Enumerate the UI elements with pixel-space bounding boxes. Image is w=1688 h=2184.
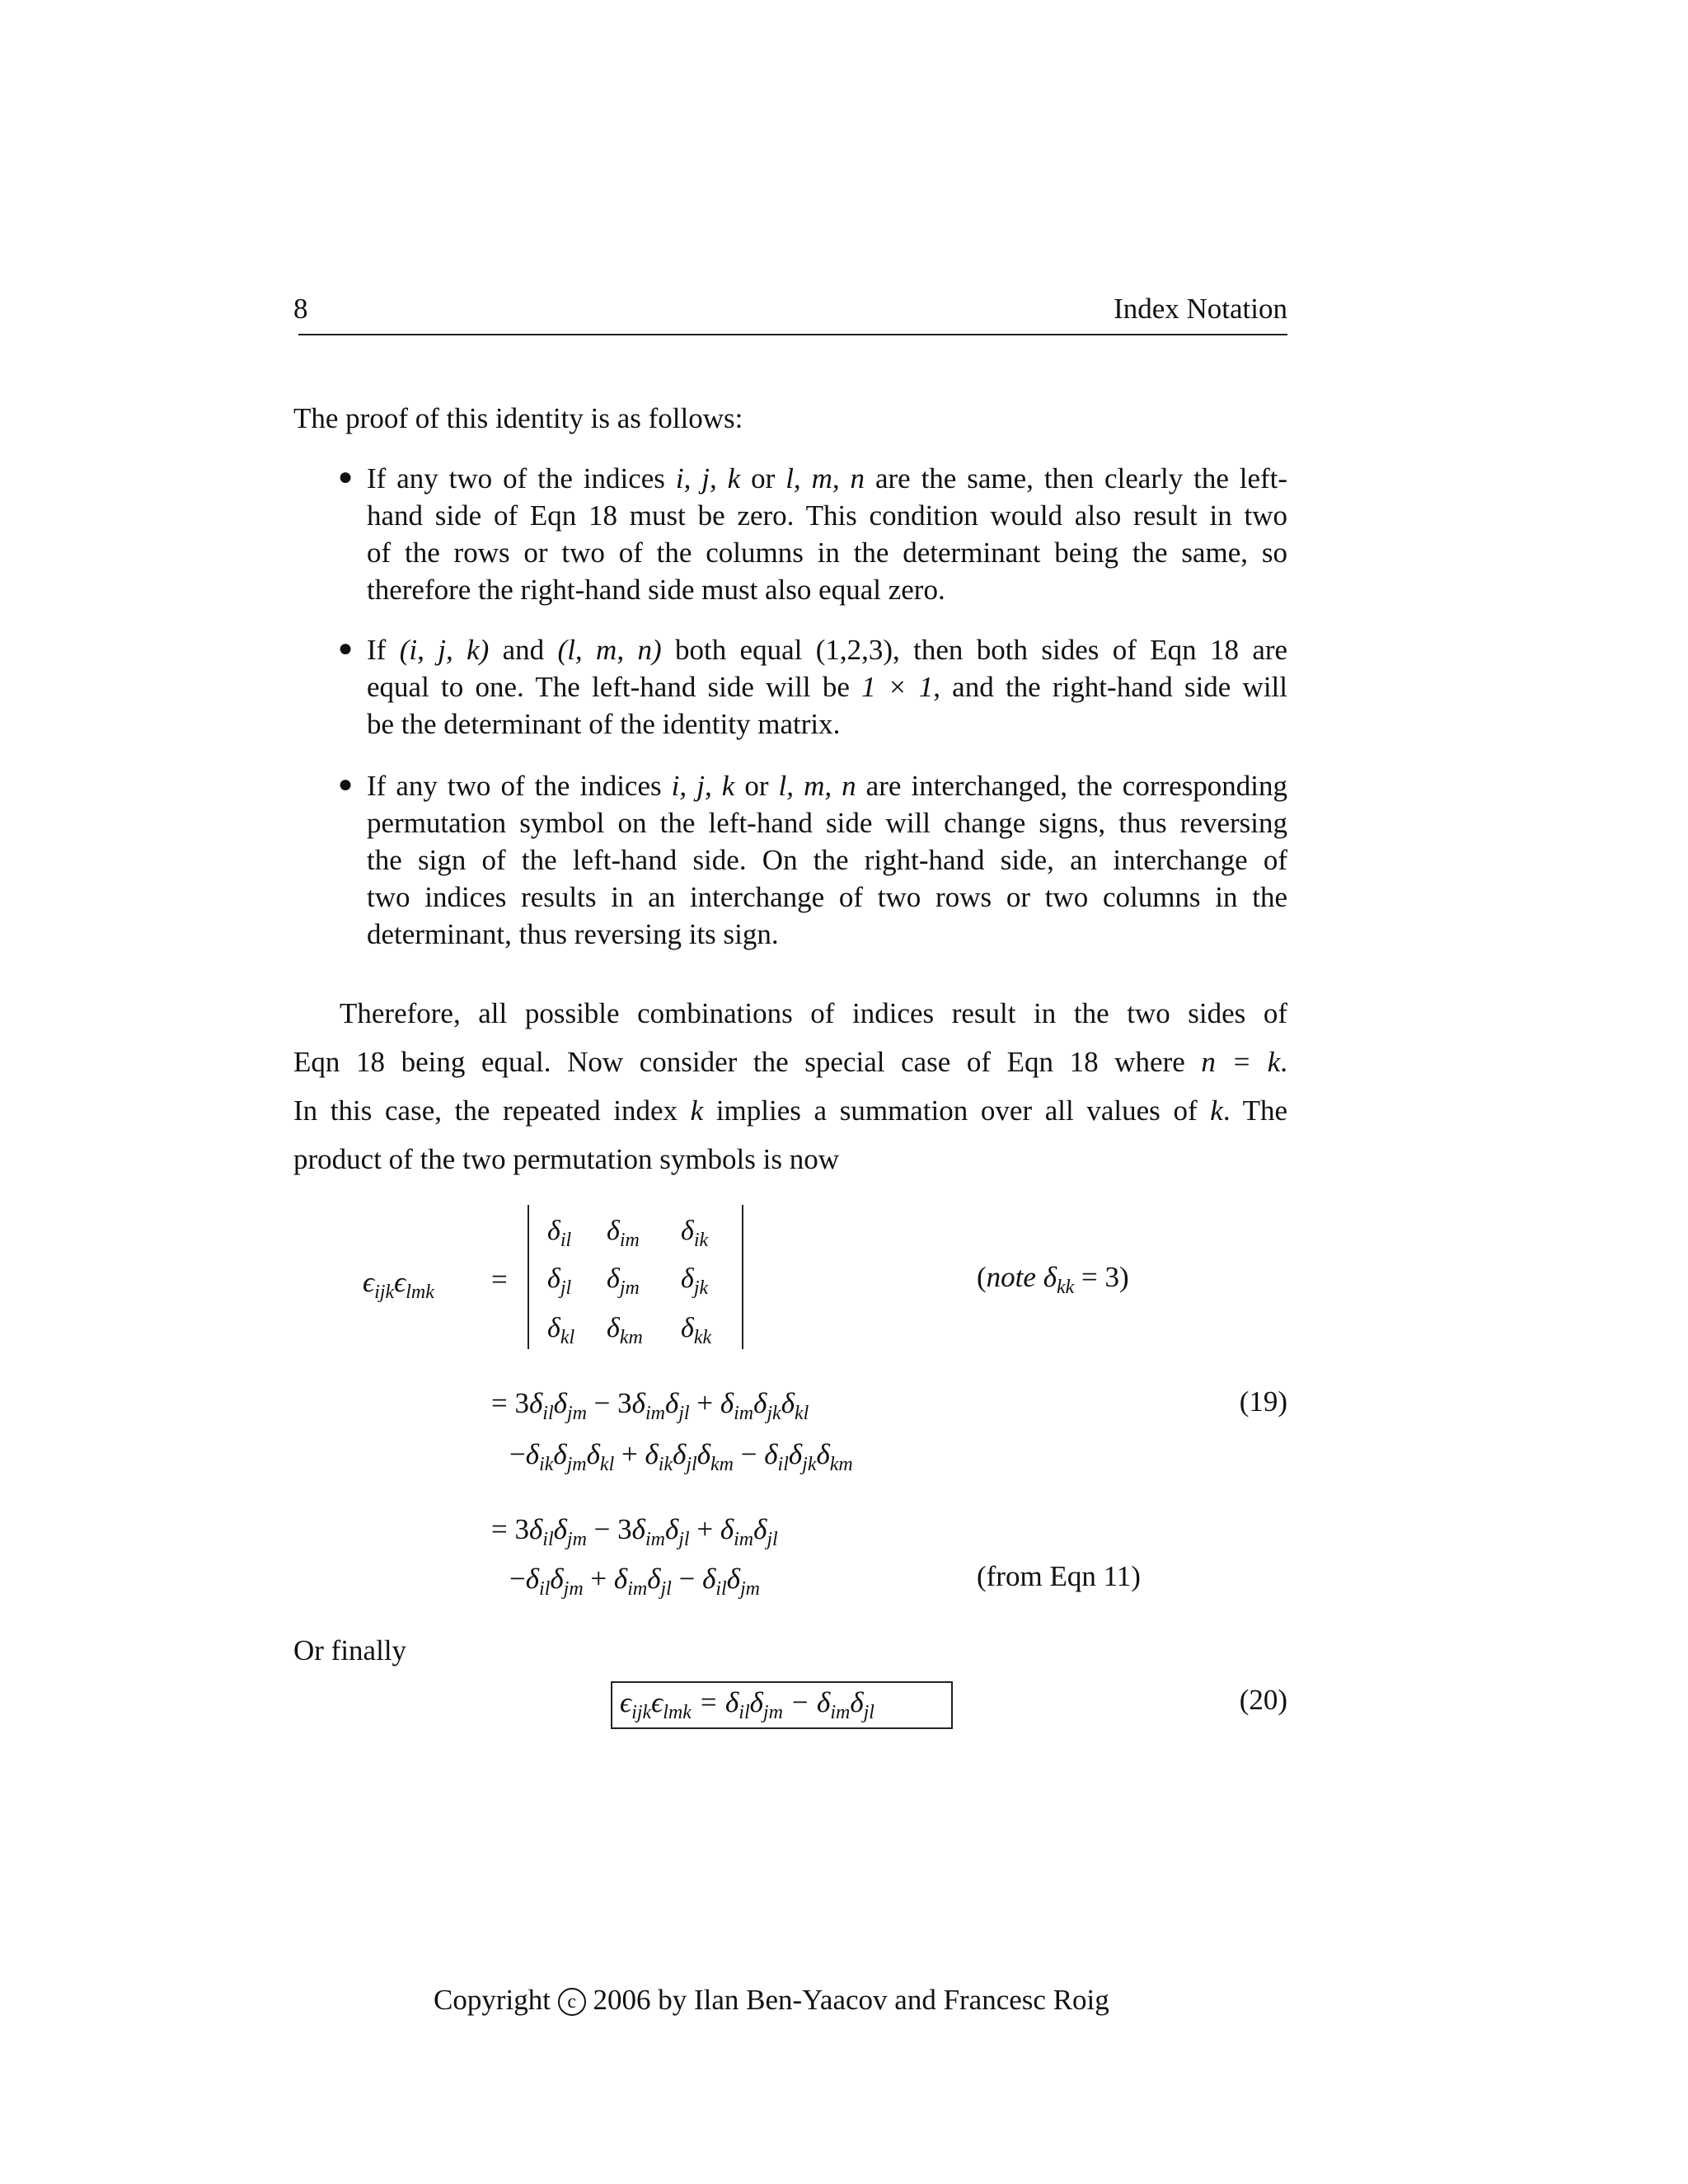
body-paragraph — [293, 989, 1287, 1183]
determinant-cell: $\delta_{jm}$ — [607, 1263, 640, 1299]
paragraph-line-3: In this case, the repeated index k implies a summation over all values of k. The — [293, 1094, 1287, 1127]
equation-20: $\epsilon_{ijk}\epsilon_{lmk} = \delta_{il}\delta_{jm} - \delta_{im}\delta_{jl}$ — [620, 1686, 874, 1723]
determinant-right-bar — [742, 1205, 743, 1349]
eq19-from-note: (from Eqn 11) — [977, 1560, 1141, 1592]
eq19-number: (19) — [1239, 1385, 1287, 1418]
determinant-cell: $\delta_{km}$ — [607, 1313, 643, 1348]
paragraph-line-4: product of the two permutation symbols is now — [293, 1143, 840, 1175]
bullet-2-line-1: If (i, j, k) and (l, m, n) both equal (1,2,3), then both sides of Eqn 18 are — [367, 634, 1288, 666]
eq19-lhs: $\epsilon_{ijk}\epsilon_{lmk}$ — [363, 1266, 434, 1303]
copyright-symbol: c — [558, 1988, 586, 2016]
running-title: Index Notation — [1114, 293, 1287, 325]
bullet-1-line-1: If any two of the indices i, j, k or l, m, n are the same, then clearly the left- — [367, 462, 1288, 494]
bullet-3-line-2: permutation symbol on the left-hand side will change signs, thus reversing — [367, 807, 1287, 839]
or-finally: Or finally — [293, 1634, 407, 1666]
bullet-2-line-2: equal to one. The left-hand side will be 1 × 1, and the right-hand side will — [367, 671, 1288, 703]
copyright-suffix: 2006 by Ilan Ben-Yaacov and Francesc Roig — [585, 1984, 1109, 2016]
determinant-cell: $\delta_{jl}$ — [547, 1263, 572, 1299]
determinant-cell: $\delta_{jk}$ — [681, 1263, 709, 1299]
bullet-item-1 — [367, 460, 1287, 608]
paragraph-line-2: Eqn 18 being equal. Now consider the special case of Eqn 18 where n = k. — [293, 1046, 1288, 1078]
determinant-cell: $\delta_{kk}$ — [681, 1313, 712, 1348]
page-number: 8 — [293, 293, 308, 325]
eq19-expansion-line-1: = $3\delta_{il}\delta_{jm} - 3\delta_{im}\delta_{jl} + \delta_{im}\delta_{jk}\delta_{kl}$ — [491, 1387, 809, 1424]
determinant-cell: $\delta_{il}$ — [547, 1216, 572, 1251]
eq19-note: (note $\delta_{kk} = 3$) — [977, 1261, 1129, 1298]
determinant-cell: $\delta_{ik}$ — [681, 1216, 709, 1251]
paragraph-line-1: Therefore, all possible combinations of indices result in the two sides of — [340, 997, 1287, 1029]
copyright-prefix: Copyright — [434, 1984, 558, 2016]
eq20-number: (20) — [1239, 1684, 1287, 1716]
header-rule — [298, 334, 1287, 335]
intro-sentence: The proof of this identity is as follows: — [293, 402, 743, 434]
bullet-2-line-3: be the determinant of the identity matrix. — [367, 708, 841, 740]
bullet-1-line-3: of the rows or two of the columns in the determinant being the same, so — [367, 537, 1287, 569]
eq19-simplified-line-1: = $3\delta_{il}\delta_{jm} - 3\delta_{im}\delta_{jl} + \delta_{im}\delta_{jl}$ — [491, 1513, 778, 1550]
bullet-1-line-2: hand side of Eqn 18 must be zero. This condition would also result in two — [367, 499, 1287, 532]
copyright-footer — [434, 1981, 1109, 2018]
bullet-3-line-5: determinant, thus reversing its sign. — [367, 918, 779, 950]
determinant-cell: $\delta_{kl}$ — [547, 1313, 575, 1348]
bullet-item-3 — [367, 767, 1287, 953]
bullet-3-line-4: two indices results in an interchange of two rows or two columns in the — [367, 881, 1287, 913]
bullet-3-line-1: If any two of the indices i, j, k or l, m, n are interchanged, the corresponding — [367, 770, 1288, 802]
determinant-cell: $\delta_{im}$ — [607, 1216, 640, 1251]
bullet-marker-1: ● — [338, 463, 354, 490]
bullet-1-line-4: therefore the right-hand side must also equal zero. — [367, 574, 945, 606]
bullet-marker-3: ● — [338, 771, 354, 798]
eq19-expansion-line-2: $-\delta_{ik}\delta_{jm}\delta_{kl} + \delta_{ik}\delta_{jl}\delta_{km} - \delta_{il}\delta_{jk}\delta_{km}$ — [509, 1438, 853, 1475]
bullet-3-line-3: the sign of the left-hand side. On the right-hand side, an interchange of — [367, 844, 1287, 876]
bullet-item-2 — [367, 631, 1287, 743]
eq19-equals: = — [491, 1263, 508, 1296]
bullet-marker-2: ● — [338, 635, 354, 662]
eq19-simplified-line-2: $-\delta_{il}\delta_{jm} + \delta_{im}\delta_{jl} - \delta_{il}\delta_{jm}$ — [509, 1563, 760, 1600]
determinant-left-bar — [528, 1205, 529, 1349]
